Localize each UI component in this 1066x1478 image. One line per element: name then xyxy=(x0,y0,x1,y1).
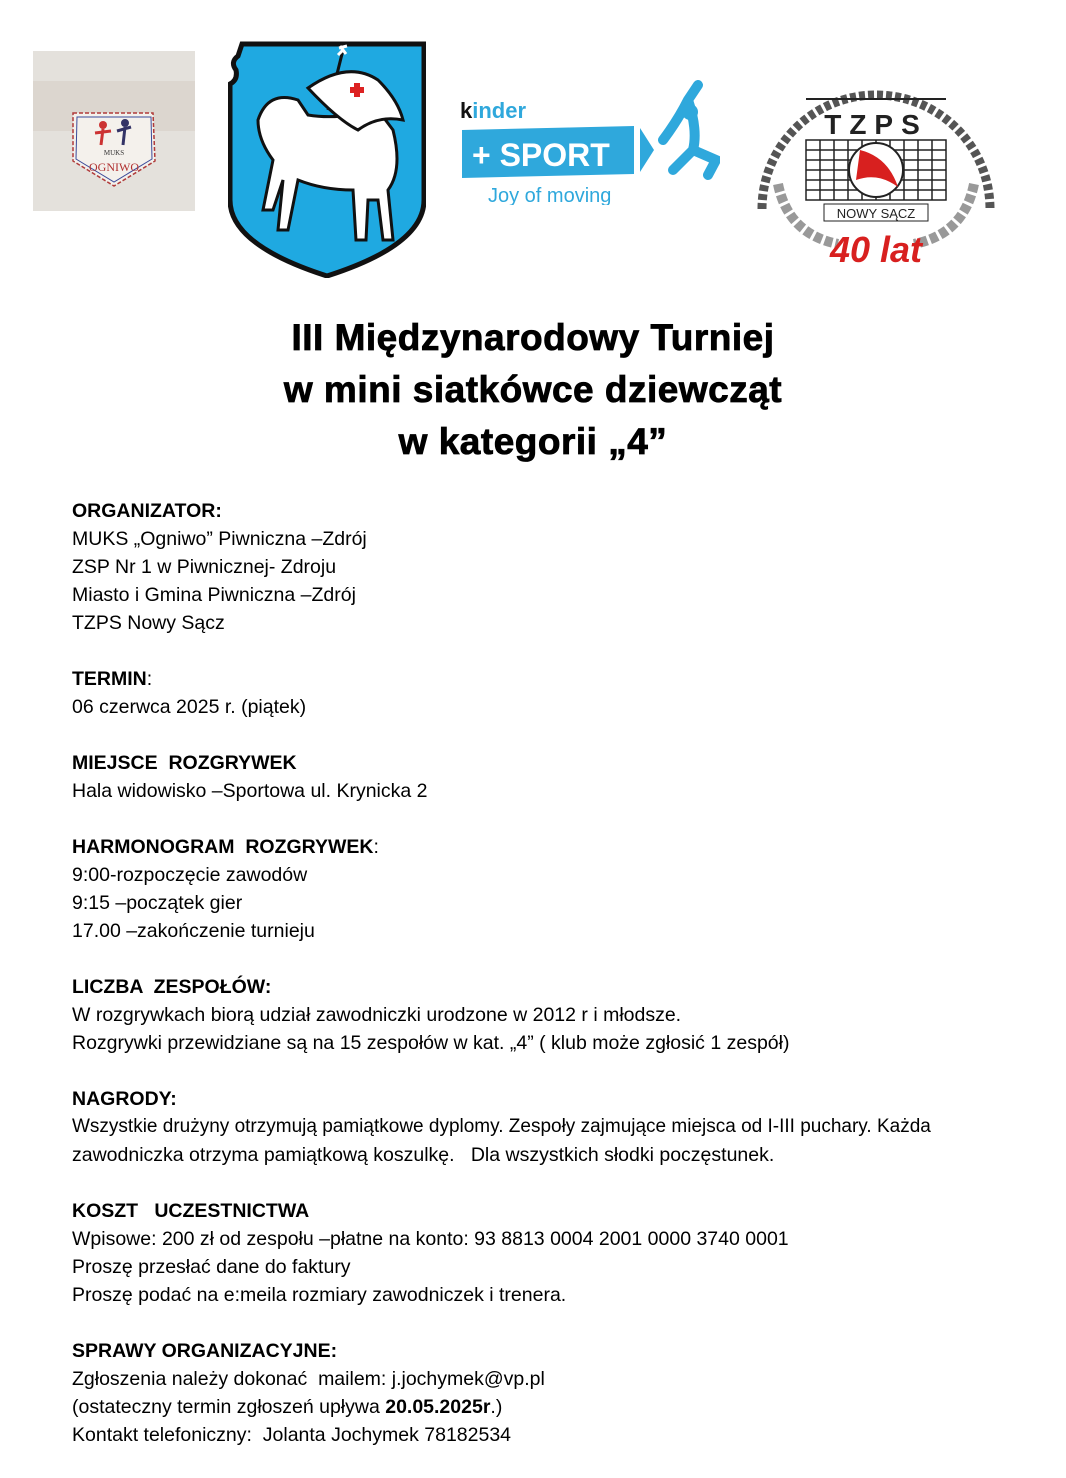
text-line: Miasto i Gmina Piwniczna –Zdrój xyxy=(72,584,356,606)
text-line: Proszę przesłać dane do faktury xyxy=(72,1256,351,1278)
muks-label: MUKS xyxy=(103,149,125,157)
section-miejsce xyxy=(72,749,1052,805)
tzps-city-text: NOWY SĄCZ xyxy=(836,206,916,221)
coat-of-arms-logo xyxy=(228,40,426,278)
tzps-anniversary-text: 40 lat xyxy=(829,229,923,266)
text-line: 17.00 –zakończenie turnieju xyxy=(72,920,315,942)
text-line: W rozgrywkach biorą udział zawodniczki urodzone w 2012 r i młodsze. xyxy=(72,1004,682,1026)
tzps-logo xyxy=(748,44,1004,266)
text-line: zawodniczka otrzyma pamiątkową koszulkę. Dla wszystkich słodki poczęstunek. xyxy=(72,1144,775,1166)
kinder-brand-text: kinder xyxy=(460,98,527,123)
text-line: 9:15 –początek gier xyxy=(72,892,243,914)
kinder-sport-text: + SPORT xyxy=(472,137,610,173)
text-line: Rozgrywki przewidziane są na 15 zespołów w kat. „4” ( klub może zgłosić 1 zespół) xyxy=(72,1032,790,1054)
deadline-line xyxy=(72,1393,1052,1421)
kinder-tagline-text: Joy of moving xyxy=(488,185,612,205)
section-heading: ORGANIZATOR: xyxy=(72,500,222,522)
section-termin xyxy=(72,665,1052,721)
contact-line: Kontakt telefoniczny: Jolanta Jochymek 78182534 xyxy=(72,1424,512,1446)
section-koszt xyxy=(72,1197,1052,1309)
section-heading: NAGRODY: xyxy=(72,1088,177,1110)
section-organizator xyxy=(72,497,1052,637)
section-sprawy-organizacyjne xyxy=(72,1337,1052,1449)
deadline-text: (ostateczny termin zgłoszeń upływa xyxy=(72,1396,386,1418)
text-line: 9:00-rozpoczęcie zawodów xyxy=(72,864,308,886)
title-line: III Międzynarodowy Turniej xyxy=(291,317,775,358)
text-line: ZSP Nr 1 w Piwnicznej- Zdroju xyxy=(72,556,337,578)
deadline-date: 20.05.2025 xyxy=(385,1396,483,1418)
text-line: TZPS Nowy Sącz xyxy=(72,612,225,634)
text-line: MUKS „Ogniwo” Piwniczna –Zdrój xyxy=(72,528,367,550)
section-nagrody xyxy=(72,1085,1052,1169)
section-heading: LICZBA ZESPOŁÓW: xyxy=(72,976,272,998)
heading-colon: : xyxy=(146,668,153,690)
tzps-abbr-text: TZPS xyxy=(824,109,928,140)
text-line: Wszystkie drużyny otrzymują pamiątkowe dyplomy. Zespoły zajmujące miejsca od I-III puchary. Każda xyxy=(72,1116,931,1137)
section-harmonogram xyxy=(72,833,1052,945)
text-line: Wpisowe: 200 zł od zespołu –płatne na konto: 93 8813 0004 2001 0000 3740 0001 xyxy=(72,1228,789,1250)
section-heading: SPRAWY ORGANIZACYJNE: xyxy=(72,1340,338,1362)
deadline-close: .) xyxy=(490,1396,503,1418)
section-liczba-zespolow xyxy=(72,973,1052,1057)
section-heading: MIEJSCE ROZGRYWEK xyxy=(72,752,297,774)
section-heading: KOSZT UCZESTNICTWA xyxy=(72,1200,310,1222)
heading-colon: : xyxy=(373,836,379,858)
section-heading: HARMONOGRAM ROZGRYWEK xyxy=(72,836,374,858)
kinder-sport-logo xyxy=(458,80,720,205)
muks-ogniwo-label: OGNIWO xyxy=(89,160,139,174)
text-line: Proszę podać na e:meila rozmiary zawodniczek i trenera. xyxy=(72,1284,567,1306)
deadline-suffix: r xyxy=(482,1396,491,1418)
document-title xyxy=(0,312,1066,468)
title-line: w mini siatkówce dziewcząt xyxy=(283,369,783,410)
text-line: Zgłoszenia należy dokonać mailem: j.jochymek@vp.pl xyxy=(72,1368,545,1390)
text-line: Hala widowisko –Sportowa ul. Krynicka 2 xyxy=(72,780,428,802)
section-heading: TERMIN xyxy=(72,668,147,690)
text-line: 06 czerwca 2025 r. (piątek) xyxy=(72,696,307,718)
document-body xyxy=(72,497,1052,1449)
muks-ogniwo-logo xyxy=(33,51,195,211)
title-line: w kategorii „4” xyxy=(398,421,668,462)
